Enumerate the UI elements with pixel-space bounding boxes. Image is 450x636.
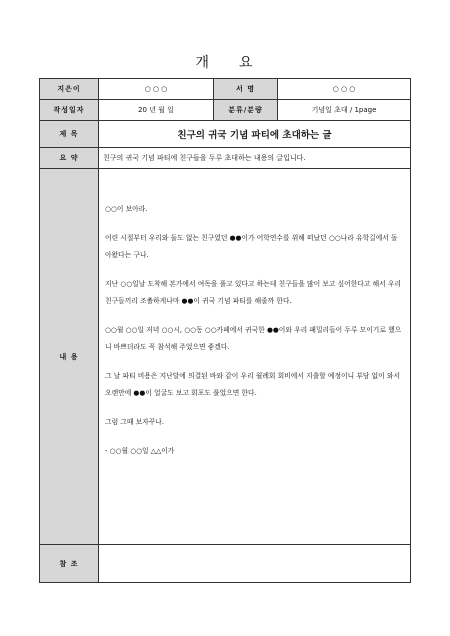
- reference-label: 참 조: [40, 545, 99, 583]
- category-value: 기념일 초대 / 1page: [278, 100, 411, 121]
- content-row: [40, 169, 411, 545]
- title-char-2: 요: [239, 55, 255, 71]
- date-row: [40, 100, 411, 121]
- reference-row: [40, 545, 411, 583]
- title-char-1: 개: [195, 55, 211, 71]
- document-title: [0, 52, 450, 72]
- overview-form: [39, 78, 411, 583]
- subject-value: 친구의 귀국 기념 파티에 초대하는 글: [99, 121, 411, 148]
- content-paragraph: - ○○월 ○○일 △△이가: [105, 447, 175, 455]
- reference-value: [99, 545, 411, 583]
- content-paragraph: 지난 ○○일날 도착해 본가에서 여독을 풀고 있다고 하는데 친구들을 많이 보고 싶어한다고 해서 우리 친구들끼리 조촐하게나마 ●●이 귀국 기념 파티를 해줄까 한다.: [105, 280, 402, 305]
- content-paragraph: ○○이 보아라.: [105, 205, 148, 213]
- name-label: 서 명: [214, 79, 278, 100]
- summary-label: 요 약: [40, 148, 99, 169]
- subject-row: [40, 121, 411, 148]
- content-paragraph: 그럼 그때 보자꾸나.: [105, 418, 165, 426]
- author-row: [40, 79, 411, 100]
- author-value: ○ ○ ○: [99, 79, 214, 100]
- author-label: 지은이: [40, 79, 99, 100]
- subject-label: 제 목: [40, 121, 99, 148]
- content-paragraph: ○○월 ○○일 저녁 ○○시, ○○동 ○○카페에서 귀국한 ●●이와 우리 패밀리들이 두루 모이기로 했으니 바쁘더라도 꼭 참석해 주었으면 좋겠다.: [105, 326, 402, 351]
- summary-value: 친구의 귀국 기념 파티에 친구들을 두루 초대하는 내용의 글입니다.: [99, 148, 411, 169]
- date-label: 작성일자: [40, 100, 99, 121]
- name-value: ○ ○ ○: [278, 79, 411, 100]
- content-paragraph: 그 날 파티 비용은 지난달에 의결된 바와 같이 우리 월례회 회비에서 지출할 예정이니 부담 없이 와서 오랜만에 ●●이 얼굴도 보고 회포도 풀었으면 한다.: [105, 372, 401, 397]
- content-body: [99, 169, 411, 545]
- content-paragraph: 어린 시절부터 우리와 둘도 없는 친구였던 ●●이가 어학연수를 위해 떠났던 ○○나라 유학길에서 돌아왔다는 구나.: [105, 234, 398, 259]
- category-label: 분류/분량: [214, 100, 278, 121]
- content-label: 내 용: [40, 169, 99, 545]
- date-value: 20 년 월 일: [99, 100, 214, 121]
- summary-row: [40, 148, 411, 169]
